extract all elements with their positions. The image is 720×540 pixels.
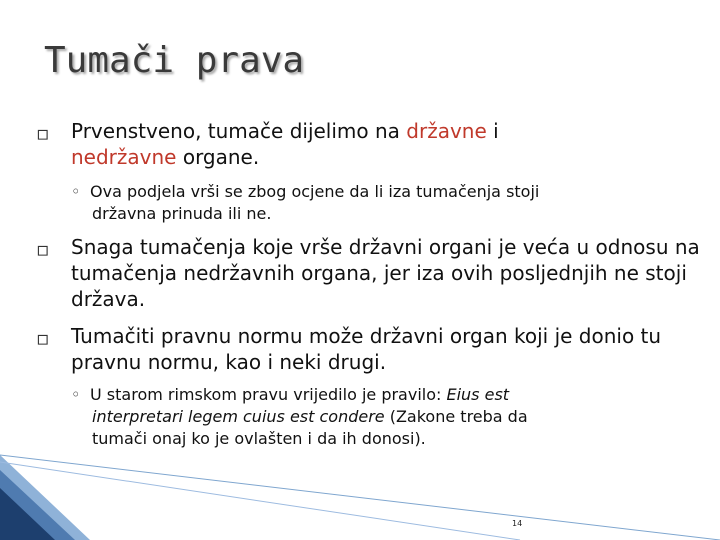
s2-italic-2: interpretari legem cuius est condere <box>92 407 385 426</box>
paragraph-3: Tumačiti pravnu normu može državni organ koji je donio tu pravnu normu, kao i neki drugi. <box>71 324 662 374</box>
sub-paragraph-1 <box>71 181 671 225</box>
s1-line-b: državna prinuda ili ne. <box>92 204 272 223</box>
corner-sweep-line-2 <box>0 462 523 540</box>
s2-text-b: (Zakone treba da <box>384 407 528 426</box>
p1-red-drzavne: državne <box>406 119 487 143</box>
sub-paragraph-2 <box>71 384 671 450</box>
s2-italic-1: Eius est <box>446 385 510 404</box>
paragraph-2: Snaga tumačenja koje vrše državni organi je veća u odnosu na tumačenja nedržavnih organa, jer iza ovih posljednjih ne stoji država. <box>71 235 700 311</box>
p1-red-nedrzavne: nedržavne <box>71 145 177 169</box>
s2-text-a: U starom rimskom pravu vrijedilo je pravilo: <box>90 385 447 404</box>
paragraph-1 <box>71 118 711 170</box>
p1-text-c: organe. <box>176 145 260 169</box>
s1-line-a: Ova podjela vrši se zbog ocjene da li iza tumačenja stoji <box>90 182 540 201</box>
slide-title: Tumači prava <box>44 40 305 81</box>
square-bullet-icon: ▫ <box>36 237 50 261</box>
ring-bullet-icon: ◦ <box>71 182 81 201</box>
p1-text-a: Prvenstveno, tumače dijelimo na <box>71 119 407 143</box>
s2-line-c: tumači onaj ko je ovlašten i da ih donosi). <box>92 429 426 448</box>
page-number: 14 <box>512 519 523 528</box>
s2-line-b <box>71 406 671 428</box>
p1-text-b: i <box>486 119 499 143</box>
ring-bullet-icon: ◦ <box>71 385 81 404</box>
square-bullet-icon: ▫ <box>36 326 50 350</box>
corner-sweep-line <box>0 455 720 540</box>
square-bullet-icon: ▫ <box>36 121 50 145</box>
